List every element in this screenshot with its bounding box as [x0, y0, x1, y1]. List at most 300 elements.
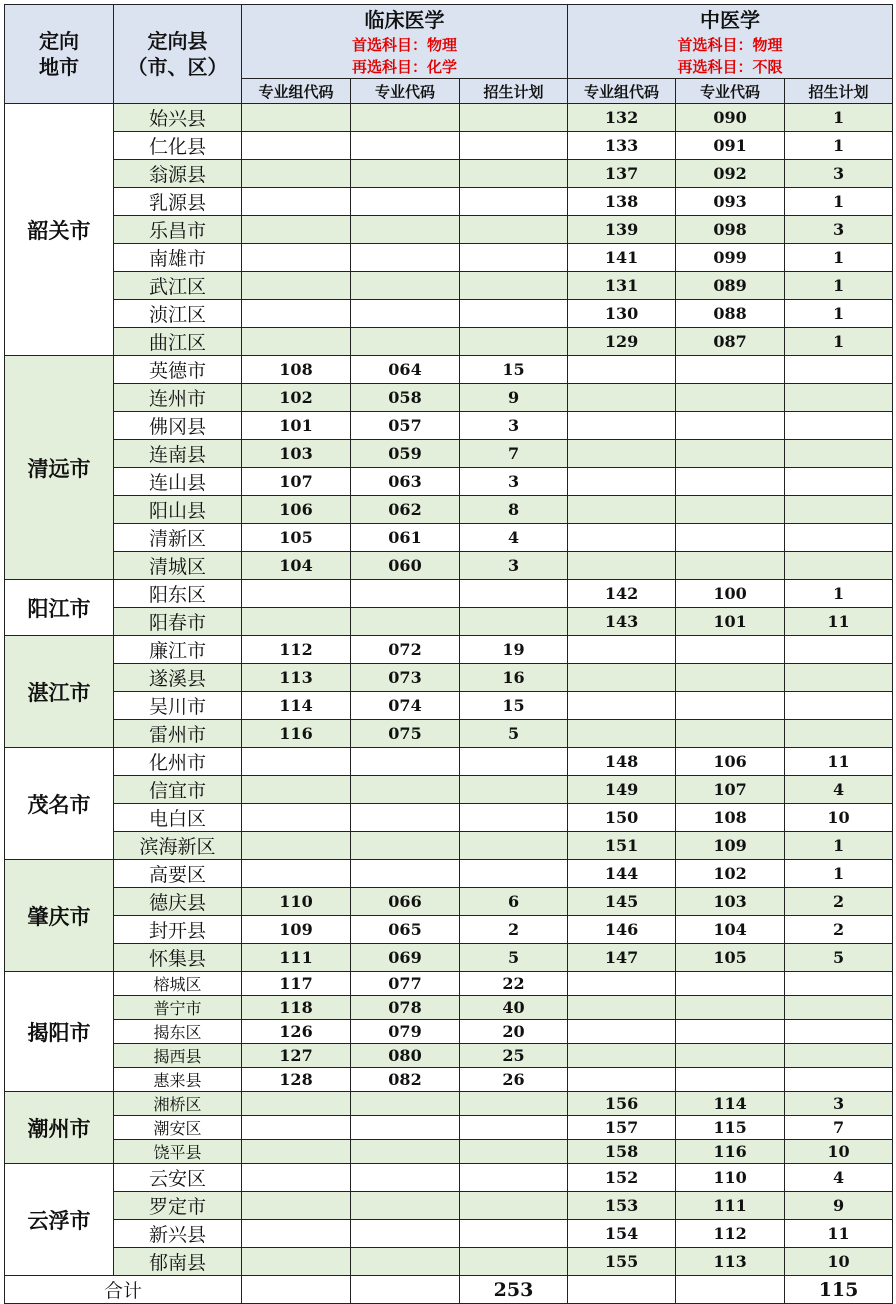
clinical-group-code-cell	[242, 860, 351, 888]
county-cell: 揭西县	[114, 1044, 242, 1068]
clinical-plan-cell: 22	[460, 972, 568, 996]
county-cell: 新兴县	[114, 1220, 242, 1248]
tcm-group-code-cell: 139	[568, 216, 676, 244]
clinical-major-code-cell	[351, 104, 460, 132]
clinical-plan-cell	[460, 1116, 568, 1140]
clinical-major-code-cell: 060	[351, 552, 460, 580]
clinical-major-code-cell: 077	[351, 972, 460, 996]
county-cell: 信宜市	[114, 776, 242, 804]
clinical-group-code-cell	[242, 328, 351, 356]
tcm-major-code-cell: 104	[676, 916, 785, 944]
clinical-group-code-cell	[242, 188, 351, 216]
tcm-plan-cell: 3	[785, 160, 893, 188]
table-row	[5, 440, 893, 468]
table-body	[5, 104, 893, 1276]
table-row	[5, 636, 893, 664]
clinical-plan-cell	[460, 300, 568, 328]
tcm-plan-cell: 1	[785, 244, 893, 272]
tcm-group-code-cell	[568, 720, 676, 748]
county-cell: 揭东区	[114, 1020, 242, 1044]
city-cell: 阳江市	[5, 580, 114, 636]
county-cell: 武江区	[114, 272, 242, 300]
tcm-major-code-cell: 101	[676, 608, 785, 636]
clinical-group-code-cell: 105	[242, 524, 351, 552]
county-cell: 榕城区	[114, 972, 242, 996]
tcm-major-code-cell: 090	[676, 104, 785, 132]
clinical-plan-cell: 5	[460, 720, 568, 748]
tcm-group-code-cell: 133	[568, 132, 676, 160]
clinical-major-code-cell: 082	[351, 1068, 460, 1092]
county-cell: 始兴县	[114, 104, 242, 132]
clinical-major-code-cell	[351, 1116, 460, 1140]
clinical-group-code-cell	[242, 216, 351, 244]
table-row	[5, 160, 893, 188]
county-cell: 连南县	[114, 440, 242, 468]
table-row	[5, 216, 893, 244]
tcm-group-code-cell	[568, 1068, 676, 1092]
clinical-group-code-cell: 116	[242, 720, 351, 748]
clinical-group-code-cell	[242, 776, 351, 804]
clinical-major-code-cell	[351, 132, 460, 160]
clinical-major-code-cell	[351, 608, 460, 636]
clinical-group-code-cell	[242, 104, 351, 132]
tcm-plan-cell: 1	[785, 188, 893, 216]
clinical-major-code-cell	[351, 776, 460, 804]
clinical-group-code-cell: 104	[242, 552, 351, 580]
tcm-major-code-cell	[676, 412, 785, 440]
county-cell: 廉江市	[114, 636, 242, 664]
tcm-major-code-cell: 107	[676, 776, 785, 804]
clinical-plan-cell: 16	[460, 664, 568, 692]
tcm-group-code-cell	[568, 552, 676, 580]
tcm-group-code-cell: 149	[568, 776, 676, 804]
clinical-major-code-cell	[351, 1092, 460, 1116]
tcm-major-code-cell	[676, 524, 785, 552]
tcm-plan-cell: 4	[785, 776, 893, 804]
enrollment-plan-table	[4, 4, 893, 1304]
tcm-plan-cell: 1	[785, 860, 893, 888]
county-cell: 雷州市	[114, 720, 242, 748]
tcm-major-code-cell: 111	[676, 1192, 785, 1220]
clinical-major-code-cell: 058	[351, 384, 460, 412]
clinical-group-code-cell	[242, 748, 351, 776]
tcm-plan-cell	[785, 384, 893, 412]
tcm-plan-cell	[785, 496, 893, 524]
clinical-plan-cell	[460, 160, 568, 188]
city-cell: 揭阳市	[5, 972, 114, 1092]
clinical-medicine-header	[242, 5, 568, 79]
table-row	[5, 1248, 893, 1276]
table-row	[5, 1220, 893, 1248]
county-cell: 惠来县	[114, 1068, 242, 1092]
clinical-plan-cell: 20	[460, 1020, 568, 1044]
tcm-group-code-cell: 158	[568, 1140, 676, 1164]
table-row	[5, 356, 893, 384]
table-row	[5, 832, 893, 860]
table-row	[5, 608, 893, 636]
clinical-group-code-cell: 110	[242, 888, 351, 916]
tcm-group-code-cell	[568, 1020, 676, 1044]
tcm-group-code-cell	[568, 440, 676, 468]
table-row	[5, 244, 893, 272]
county-column-header: 定向县 （市、区）	[114, 5, 242, 104]
tcm-group-code-cell	[568, 996, 676, 1020]
tcm-plan-cell	[785, 664, 893, 692]
clinical-major-code-cell: 072	[351, 636, 460, 664]
clinical-plan-cell	[460, 580, 568, 608]
tcm-group-code-cell: 137	[568, 160, 676, 188]
clinical-plan-cell	[460, 748, 568, 776]
clinical-group-code-cell	[242, 160, 351, 188]
county-cell: 乳源县	[114, 188, 242, 216]
tcm-major-code-cell: 098	[676, 216, 785, 244]
clinical-plan-cell	[460, 608, 568, 636]
tcm-major-code-cell: 100	[676, 580, 785, 608]
tcm-group-code-cell: 148	[568, 748, 676, 776]
clinical-plan-cell	[460, 1248, 568, 1276]
county-cell: 滨海新区	[114, 832, 242, 860]
clinical-plan-cell	[460, 216, 568, 244]
city-cell: 清远市	[5, 356, 114, 580]
county-cell: 封开县	[114, 916, 242, 944]
clinical-plan-cell: 40	[460, 996, 568, 1020]
clinical-plan-cell	[460, 804, 568, 832]
clinical-major-code-cell: 080	[351, 1044, 460, 1068]
tcm-group-code-cell	[568, 636, 676, 664]
clinical-plan-cell	[460, 188, 568, 216]
tcm-plan-cell: 9	[785, 1192, 893, 1220]
tcm-major-code-cell	[676, 552, 785, 580]
clinical-major-code-cell: 079	[351, 1020, 460, 1044]
county-cell: 曲江区	[114, 328, 242, 356]
clinical-major-code-cell: 057	[351, 412, 460, 440]
table-row	[5, 996, 893, 1020]
county-cell: 化州市	[114, 748, 242, 776]
tcm-title: 中医学	[700, 7, 761, 32]
tcm-group-code-cell	[568, 356, 676, 384]
clinical-group-code-cell	[242, 1164, 351, 1192]
clinical-group-code-cell	[242, 1092, 351, 1116]
county-cell: 英德市	[114, 356, 242, 384]
tcm-major-code-cell: 112	[676, 1220, 785, 1248]
clinical-group-code-cell	[242, 832, 351, 860]
table-row	[5, 916, 893, 944]
clinical-group-code-cell: 118	[242, 996, 351, 1020]
tcm-first-subject: 首选科目：物理	[677, 35, 783, 54]
clinical-group-code-header: 专业组代码	[242, 79, 351, 104]
table-row	[5, 524, 893, 552]
tcm-major-code-cell: 113	[676, 1248, 785, 1276]
clinical-plan-cell: 9	[460, 384, 568, 412]
clinical-plan-cell	[460, 832, 568, 860]
tcm-group-code-cell	[568, 524, 676, 552]
clinical-major-code-cell: 073	[351, 664, 460, 692]
tcm-plan-cell: 1	[785, 132, 893, 160]
table-row	[5, 496, 893, 524]
city-column-header: 定向 地市	[5, 5, 114, 104]
clinical-major-code-cell	[351, 1192, 460, 1220]
table-row	[5, 188, 893, 216]
tcm-plan-cell	[785, 440, 893, 468]
tcm-major-code-header: 专业代码	[676, 79, 785, 104]
city-cell: 茂名市	[5, 748, 114, 860]
clinical-plan-cell	[460, 860, 568, 888]
clinical-major-code-cell: 064	[351, 356, 460, 384]
table-row	[5, 720, 893, 748]
tcm-major-code-cell: 105	[676, 944, 785, 972]
clinical-group-code-cell: 107	[242, 468, 351, 496]
clinical-major-code-cell	[351, 244, 460, 272]
table-row	[5, 860, 893, 888]
table-row	[5, 1068, 893, 1092]
city-cell: 湛江市	[5, 636, 114, 748]
clinical-major-code-cell	[351, 188, 460, 216]
clinical-plan-cell	[460, 776, 568, 804]
tcm-second-subject: 再选科目：不限	[677, 57, 783, 76]
clinical-plan-cell	[460, 1220, 568, 1248]
table-row	[5, 384, 893, 412]
tcm-group-code-cell: 145	[568, 888, 676, 916]
clinical-plan-cell	[460, 1092, 568, 1116]
tcm-plan-cell	[785, 1044, 893, 1068]
clinical-group-code-cell	[242, 804, 351, 832]
tcm-plan-cell: 11	[785, 1220, 893, 1248]
clinical-plan-cell	[460, 1140, 568, 1164]
county-cell: 阳东区	[114, 580, 242, 608]
tcm-plan-header: 招生计划	[785, 79, 893, 104]
clinical-plan-cell: 3	[460, 468, 568, 496]
clinical-plan-cell: 25	[460, 1044, 568, 1068]
tcm-plan-cell	[785, 972, 893, 996]
clinical-group-code-cell	[242, 608, 351, 636]
clinical-major-code-cell: 078	[351, 996, 460, 1020]
tcm-plan-cell: 3	[785, 216, 893, 244]
county-cell: 普宁市	[114, 996, 242, 1020]
city-cell: 云浮市	[5, 1164, 114, 1276]
county-cell: 连州市	[114, 384, 242, 412]
clinical-major-code-cell	[351, 580, 460, 608]
clinical-group-code-cell: 114	[242, 692, 351, 720]
clinical-group-code-cell: 113	[242, 664, 351, 692]
clinical-group-code-cell	[242, 580, 351, 608]
tcm-group-code-cell	[568, 468, 676, 496]
tcm-plan-cell	[785, 1020, 893, 1044]
tcm-group-code-cell: 146	[568, 916, 676, 944]
tcm-major-code-cell	[676, 664, 785, 692]
tcm-major-code-cell: 102	[676, 860, 785, 888]
tcm-major-code-cell: 109	[676, 832, 785, 860]
table-cell	[351, 1276, 460, 1304]
clinical-plan-cell: 15	[460, 692, 568, 720]
clinical-first-subject: 首选科目：物理	[352, 35, 458, 54]
table-row	[5, 272, 893, 300]
table-row	[5, 1164, 893, 1192]
table-cell	[676, 1276, 785, 1304]
table-row	[5, 664, 893, 692]
tcm-group-code-cell: 142	[568, 580, 676, 608]
county-cell: 南雄市	[114, 244, 242, 272]
county-cell: 清新区	[114, 524, 242, 552]
county-cell: 电白区	[114, 804, 242, 832]
clinical-plan-cell: 6	[460, 888, 568, 916]
clinical-plan-cell: 19	[460, 636, 568, 664]
clinical-medicine-title: 临床医学	[364, 7, 445, 32]
tcm-major-code-cell	[676, 356, 785, 384]
clinical-plan-cell	[460, 244, 568, 272]
county-cell: 怀集县	[114, 944, 242, 972]
tcm-plan-cell	[785, 692, 893, 720]
clinical-major-code-cell: 065	[351, 916, 460, 944]
tcm-group-code-cell	[568, 972, 676, 996]
clinical-group-code-cell: 128	[242, 1068, 351, 1092]
tcm-major-code-cell	[676, 1068, 785, 1092]
table-row	[5, 1140, 893, 1164]
clinical-group-code-cell: 103	[242, 440, 351, 468]
tcm-plan-cell: 3	[785, 1092, 893, 1116]
tcm-group-code-cell: 157	[568, 1116, 676, 1140]
clinical-group-code-cell: 101	[242, 412, 351, 440]
county-cell: 乐昌市	[114, 216, 242, 244]
county-cell: 仁化县	[114, 132, 242, 160]
county-cell: 郁南县	[114, 1248, 242, 1276]
tcm-group-code-cell: 132	[568, 104, 676, 132]
table-row	[5, 300, 893, 328]
clinical-major-code-cell: 075	[351, 720, 460, 748]
tcm-major-code-cell	[676, 1044, 785, 1068]
clinical-group-code-cell	[242, 1140, 351, 1164]
clinical-second-subject: 再选科目：化学	[352, 57, 458, 76]
tcm-major-code-cell: 114	[676, 1092, 785, 1116]
county-cell: 湘桥区	[114, 1092, 242, 1116]
tcm-group-code-cell: 138	[568, 188, 676, 216]
clinical-major-code-cell	[351, 1248, 460, 1276]
total-row	[5, 1276, 893, 1304]
tcm-group-code-cell: 152	[568, 1164, 676, 1192]
table-row	[5, 580, 893, 608]
tcm-plan-cell: 10	[785, 804, 893, 832]
clinical-major-code-header: 专业代码	[351, 79, 460, 104]
clinical-major-code-cell	[351, 216, 460, 244]
county-cell: 阳山县	[114, 496, 242, 524]
table-row	[5, 1116, 893, 1140]
tcm-group-code-cell	[568, 384, 676, 412]
clinical-major-code-cell	[351, 748, 460, 776]
tcm-major-code-cell: 115	[676, 1116, 785, 1140]
tcm-major-code-cell	[676, 1020, 785, 1044]
clinical-major-code-cell	[351, 300, 460, 328]
tcm-group-code-cell: 144	[568, 860, 676, 888]
clinical-plan-header: 招生计划	[460, 79, 568, 104]
table-row	[5, 468, 893, 496]
table-cell	[242, 1276, 351, 1304]
clinical-plan-cell: 4	[460, 524, 568, 552]
table-row	[5, 804, 893, 832]
tcm-major-code-cell	[676, 720, 785, 748]
clinical-plan-cell	[460, 272, 568, 300]
clinical-group-code-cell: 102	[242, 384, 351, 412]
tcm-plan-cell: 11	[785, 608, 893, 636]
tcm-plan-cell	[785, 636, 893, 664]
tcm-major-code-cell	[676, 636, 785, 664]
clinical-plan-cell	[460, 104, 568, 132]
county-cell: 高要区	[114, 860, 242, 888]
clinical-group-code-cell: 106	[242, 496, 351, 524]
tcm-plan-cell	[785, 412, 893, 440]
county-cell: 连山县	[114, 468, 242, 496]
clinical-major-code-cell	[351, 272, 460, 300]
clinical-plan-cell: 3	[460, 552, 568, 580]
tcm-plan-cell	[785, 1068, 893, 1092]
county-cell: 浈江区	[114, 300, 242, 328]
tcm-major-code-cell	[676, 692, 785, 720]
tcm-plan-cell: 5	[785, 944, 893, 972]
tcm-plan-cell	[785, 468, 893, 496]
county-cell: 清城区	[114, 552, 242, 580]
clinical-group-code-cell	[242, 1192, 351, 1220]
tcm-group-code-cell	[568, 1044, 676, 1068]
clinical-group-code-cell: 117	[242, 972, 351, 996]
table-row	[5, 132, 893, 160]
tcm-group-code-cell: 153	[568, 1192, 676, 1220]
tcm-group-code-cell: 143	[568, 608, 676, 636]
clinical-group-code-cell: 126	[242, 1020, 351, 1044]
clinical-plan-cell: 2	[460, 916, 568, 944]
table-row	[5, 692, 893, 720]
tcm-plan-cell: 10	[785, 1248, 893, 1276]
tcm-plan-cell: 1	[785, 328, 893, 356]
tcm-group-code-cell	[568, 412, 676, 440]
tcm-major-code-cell	[676, 972, 785, 996]
county-cell: 阳春市	[114, 608, 242, 636]
tcm-major-code-cell	[676, 468, 785, 496]
county-cell: 饶平县	[114, 1140, 242, 1164]
tcm-group-code-cell: 141	[568, 244, 676, 272]
clinical-plan-cell: 26	[460, 1068, 568, 1092]
tcm-major-code-cell: 087	[676, 328, 785, 356]
tcm-header	[568, 5, 893, 79]
tcm-plan-cell: 1	[785, 272, 893, 300]
clinical-group-code-cell	[242, 1220, 351, 1248]
tcm-group-code-cell: 151	[568, 832, 676, 860]
clinical-major-code-cell: 066	[351, 888, 460, 916]
tcm-plan-cell	[785, 552, 893, 580]
tcm-major-code-cell: 093	[676, 188, 785, 216]
clinical-major-code-cell	[351, 1164, 460, 1192]
clinical-group-code-cell: 108	[242, 356, 351, 384]
city-cell: 潮州市	[5, 1092, 114, 1164]
clinical-major-code-cell: 063	[351, 468, 460, 496]
clinical-plan-cell: 5	[460, 944, 568, 972]
tcm-group-code-cell: 129	[568, 328, 676, 356]
tcm-major-code-cell: 092	[676, 160, 785, 188]
table-row	[5, 1092, 893, 1116]
county-cell: 潮安区	[114, 1116, 242, 1140]
clinical-major-code-cell	[351, 860, 460, 888]
tcm-major-code-cell: 099	[676, 244, 785, 272]
clinical-plan-cell: 15	[460, 356, 568, 384]
clinical-group-code-cell: 111	[242, 944, 351, 972]
tcm-plan-cell: 4	[785, 1164, 893, 1192]
tcm-major-code-cell	[676, 496, 785, 524]
tcm-group-code-cell: 131	[568, 272, 676, 300]
clinical-plan-cell	[460, 1192, 568, 1220]
clinical-group-code-cell	[242, 300, 351, 328]
city-cell: 肇庆市	[5, 860, 114, 972]
clinical-group-code-cell: 127	[242, 1044, 351, 1068]
table-row	[5, 104, 893, 132]
tcm-group-code-header: 专业组代码	[568, 79, 676, 104]
tcm-plan-cell: 2	[785, 888, 893, 916]
